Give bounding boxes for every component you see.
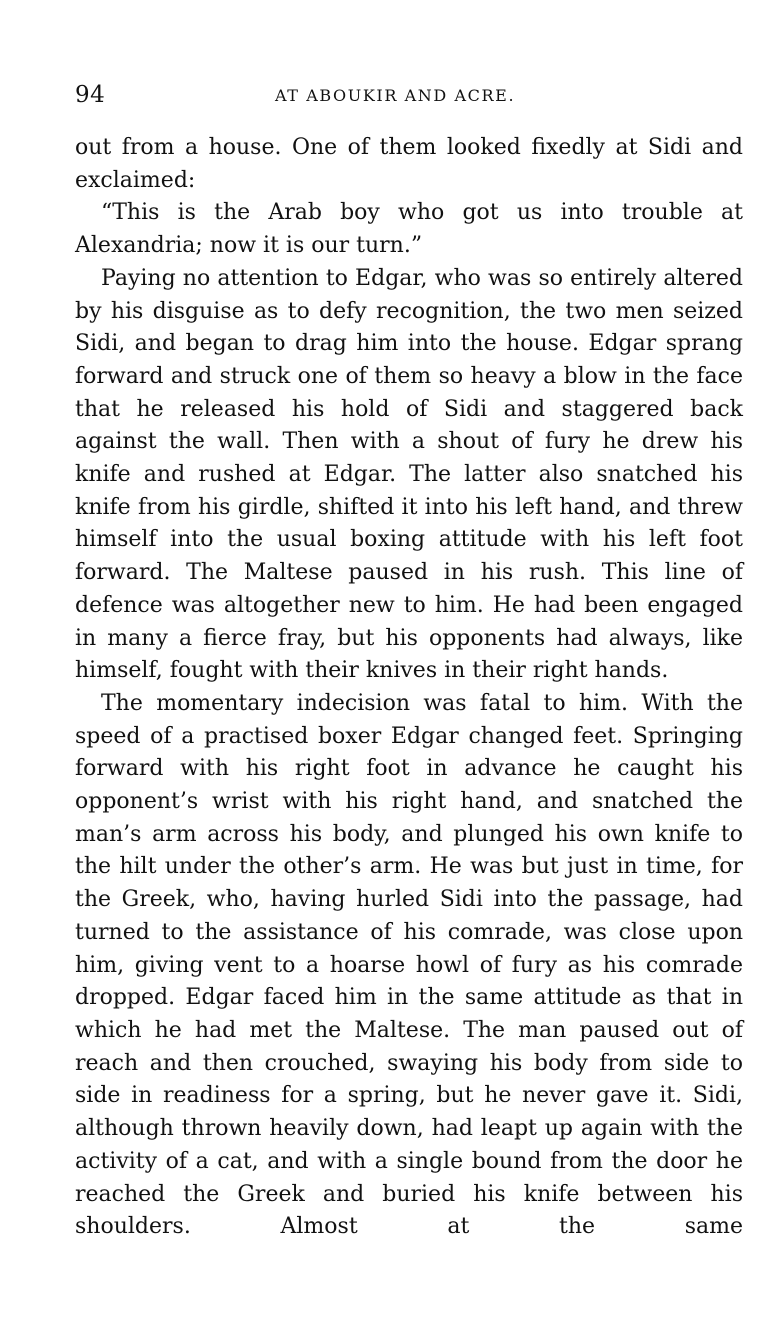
paragraph: Paying no attention to Edgar, who was so entirely altered by his disguise as to defy recognition, the two men seized Sidi, and began to drag him into the house. Edgar sprang forward and struck one of them so heavy a blow in the face that he released his hold of Sidi and staggered back against the wall. Then with a shout of fury he drew his knife and rushed at Edgar. The latter also snatched his knife from his girdle, shifted it into his left hand, and threw himself into the usual boxing attitude with his left foot forward. The Maltese paused in his rush. This line of defence was altogether new to him. He had been engaged in many a fierce fray, but his opponents had always, like himself, fought with their knives in their right hands. xyxy=(75,265,743,684)
paragraph: out from a house. One of them looked fixedly at Sidi and exclaimed: xyxy=(75,135,743,193)
page-body xyxy=(75,132,743,1244)
page-number: 94 xyxy=(75,82,106,108)
running-head: AT ABOUKIR AND ACRE. xyxy=(275,86,516,105)
paragraph: The momentary indecision was fatal to him. With the speed of a practised boxer Edgar changed feet. Springing forward with his right foot in advance he caught his opponent’s wrist with his right hand, and snatched the man’s arm across his body, and plunged his own knife to the hilt under the other’s arm. He was but just in time, for the Greek, who, having hurled Sidi into the passage, had turned to the assistance of his comrade, was close upon him, giving vent to a hoarse howl of fury as his comrade dropped. Edgar faced him in the same attitude as that in which he had met the Maltese. The man paused out of reach and then crouched, swaying his body from side to side in readiness for a spring, but he never gave it. Sidi, although thrown heavily down, had leapt up again with the activity of a cat, and with a single bound from the door he reached the Greek and buried his knife between his shoulders. Almost at the same xyxy=(75,690,743,1240)
paragraph: “This is the Arab boy who got us into trouble at Alexandria; now it is our turn.” xyxy=(75,200,743,259)
page-header xyxy=(75,82,743,112)
